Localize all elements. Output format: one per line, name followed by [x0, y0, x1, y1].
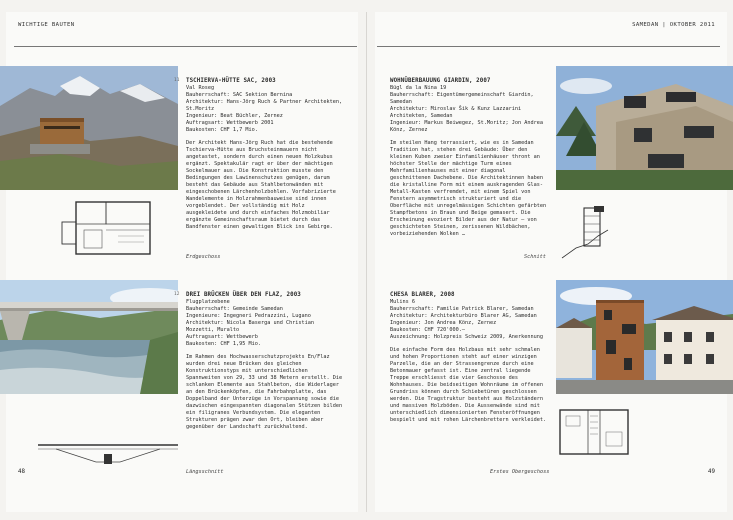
project-text-bridges — [186, 292, 343, 431]
meta-line: Baukosten: CHF 1,7 Mio. — [186, 127, 258, 133]
meta-line: Bauherrschaft: Eigentümergemeinschaft Giardin, Samedan — [390, 92, 534, 105]
bridge-section — [36, 440, 180, 466]
meta-line: Ingenieur: Markus Beiwegez, St.Moritz; Jon Andrea Könz, Zernez — [390, 120, 544, 133]
section-caption: Schnitt — [524, 254, 546, 260]
project-title: DREI BRÜCKEN ÜBER DEN FLAZ, 2003 — [186, 292, 301, 298]
meta-line: Architektur: Architekturbüro Blarer AG, Samedan — [390, 313, 537, 319]
project-index: 11 — [174, 78, 180, 83]
meta-line: Auftragsart: Wettbewerb 2001 — [186, 120, 274, 126]
meta-line: Architektur: Miroslav Šik & Kunz Lazzarini Architekten, Samedan — [390, 106, 522, 119]
meta-line: Bauherrschaft: Familie Patrick Blarer, Samedan — [390, 306, 534, 312]
plan-caption: Erdgeschoss — [186, 254, 221, 260]
gutter — [366, 12, 367, 512]
project-location: Bügl da la Nina 19 — [390, 85, 447, 91]
meta-line: Baukosten: CHF 720'000.– — [390, 327, 465, 333]
chesa-blarer-photo — [556, 280, 733, 394]
header-rule-right — [377, 46, 720, 47]
meta-line: Auftragsart: Wettbewerb — [186, 334, 258, 340]
project-description: Im steilen Hang terrassiert, wie es in Samedan Tradition hat, stehen drei Gebäude: Über den kleinen Kuben zweier Einfamilienhäuser thront an höchster Stelle der mächtige Turm eines Mehrfamilienhauses mit einer diagonal geschnittenen Dachebene. Die Architektinnen haben die kristalline Form mit einem auskragenden Glas-Metall-Kasten verfremdet, mit einem Spiel von Fenstern asymmetrisch strukturiert und die Oberfläche mit unregelmässigen Schichten gefärbten Stampfbetons in Braun und Beige gemasert. Die Erscheinung evoziert Bilder aus der Natur – von geschichteten Steinen, zerissenen Wildbächen, vorbeiziehenden Wolken … — [390, 140, 547, 237]
page-number-right: 49 — [708, 469, 715, 475]
chesa-blarer-floor-plan — [550, 402, 650, 464]
project-location: Val Roseg — [186, 85, 215, 91]
project-description: Der Architekt Hans-Jörg Ruch hat die bestehende Tschierva-Hütte aus Bruchsteinmauern nicht angetastet, sondern durch einen neuen Holzkubus ergänzt. Spektakulär ragt er über der mächtigen Sockelmauer aus. Die Konstruktion musste den Bedingungen des Lawinenschutzes genügen, darum besteht das Gebäude aus Stahlbetonwänden mit eingeschobenen Lärchenholzbohlen. Vorfabrizierte Wandelemente in Holzrahmenbauweise sind innen vorgeblendet. Der vollständig mit Holz ausgekleidete und durch einfaches Holzmobiliar ergänzte Gemeinschaftsraum bietet durch das Bandfenster einen gewaltigen Blick ins Gebirge. — [186, 140, 336, 230]
meta-line: Bauherrschaft: Gemeinde Samedan — [186, 306, 283, 312]
project-title: CHESA BLARER, 2008 — [390, 292, 455, 298]
project-meta — [186, 306, 343, 348]
header-rule-left — [14, 46, 357, 47]
section-header: WICHTIGE BAUTEN — [18, 22, 75, 28]
project-description: Die einfache Form des Holzbaus mit sehr schmalen und hohen Proportionen steht auf einer winzigen Parzelle, die an der Strassengrenze durch eine Betonmauer gefasst ist. Eine zentral liegende Treppe erschliesst die vier Geschosse des Wohnhauses. Die beidseitigen Wohnräume im offenen Grundriss können durch Schiebetüren geschlossen werden. Die Tragstruktur besteht aus Holzständern und massiven Holzböden. Die Aussenwände sind mit unterschiedlich dimensionierten Fensteröffnungen bespielt und mit rohen Lärchenbrettern verkleidet. — [390, 347, 547, 423]
tschierva-photo — [0, 66, 178, 190]
tschierva-floor-plan — [58, 196, 170, 262]
project-text-tschierva — [186, 78, 343, 231]
plan-caption: Erstes Obergeschoss — [490, 469, 550, 475]
meta-line: Ingenieur: Jon Andrea Könz, Zernez — [390, 320, 497, 326]
giardin-photo — [556, 66, 733, 190]
section-caption: Längsschnitt — [186, 469, 224, 475]
page-number-left: 48 — [18, 469, 25, 475]
project-title: WOHNÜBERBAUUNG GIARDIN, 2007 — [390, 78, 491, 84]
project-index: 12 — [174, 292, 180, 297]
project-title: TSCHIERVA-HÜTTE SAC, 2003 — [186, 78, 276, 84]
project-location: Flugplatzebene — [186, 299, 230, 305]
bridge-photo — [0, 280, 178, 394]
meta-line: Architektur: Hans-Jörg Ruch & Partner Architekten, St.Moritz — [186, 99, 343, 112]
project-meta — [186, 92, 343, 134]
meta-line: Auszeichnung: Holzpreis Schweiz 2009, Anerkennung — [390, 334, 544, 340]
project-description: Im Rahmen des Hochwasserschutzprojekts En/Flaz wurden drei neue Brücken des gleichen Konstruktionstyps mit unterschiedlichen Spannweiten von 29, 33 und 38 Metern erstellt. Die schlanken Elemente aus Stahlbeton, die Widerlager an den Brückenköpfen, die Fahrbahnplatte, das Doppelband der Unterzüge in Vorspannung sowie die dazwischen eingespannten diagonalen Stützen bilden ein filigranes Verbundsystem. Die eleganten Strukturen prägen zwar den Ort, bleiben aber gegenüber der Landschaft zurückhaltend. — [186, 354, 343, 430]
project-text-chesa-blarer — [390, 292, 547, 424]
meta-line: Baukosten: CHF 1,95 Mio. — [186, 341, 261, 347]
giardin-section — [558, 200, 612, 262]
meta-line: Ingenieure: Ingegneri Pedrazzini, Lugano — [186, 313, 311, 319]
issue-header: SAMEDAN | OKTOBER 2011 — [632, 22, 715, 28]
project-location: Mulins 6 — [390, 299, 415, 305]
meta-line: Architektur: Nicola Baserga und Christian Mozzetti, Muralto — [186, 320, 315, 333]
project-text-giardin — [390, 78, 547, 238]
project-meta — [390, 306, 547, 341]
meta-line: Bauherrschaft: SAC Sektion Bernina — [186, 92, 293, 98]
meta-line: Ingenieur: Beat Büchler, Zernez — [186, 113, 283, 119]
project-meta — [390, 92, 547, 134]
